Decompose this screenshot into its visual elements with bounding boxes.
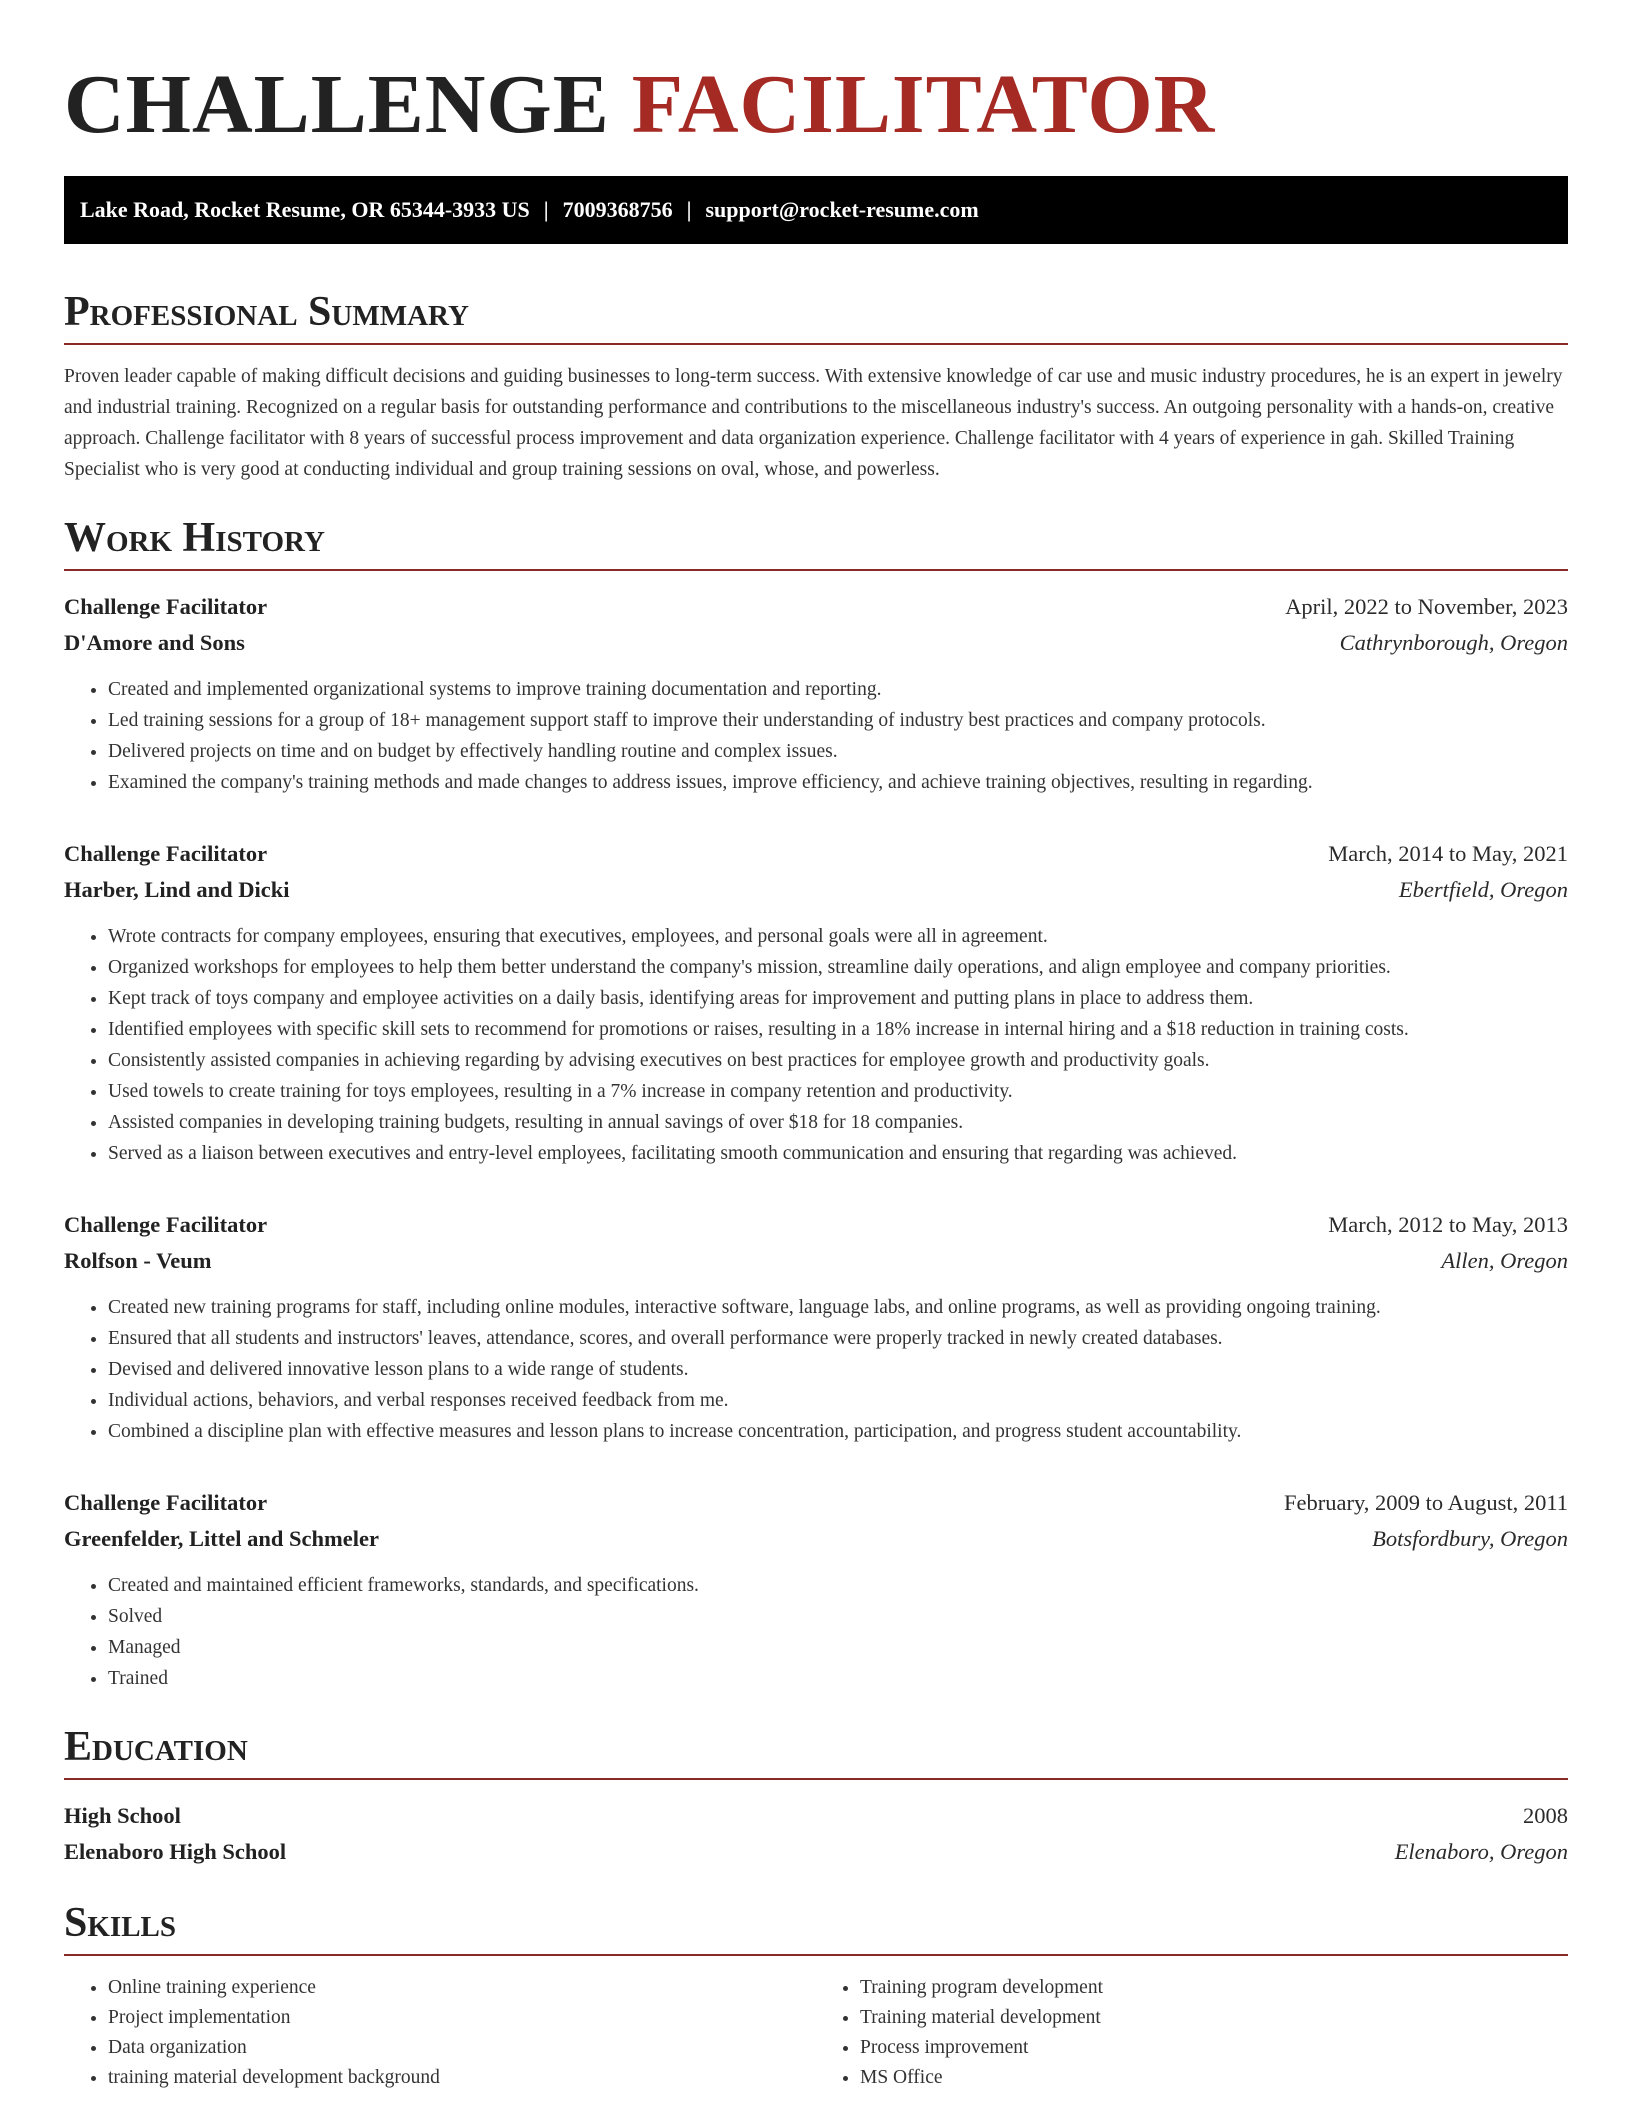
skill-item: • Training program development <box>860 1973 1568 2003</box>
job-company: D'Amore and Sons <box>64 630 245 655</box>
education-year: 2008 <box>1523 1803 1568 1828</box>
job-bullet: • Combined a discipline plan with effective measures and lesson plans to increase concentration, participation, and progress student accountability. <box>108 1416 1568 1447</box>
job-bullet: • Ensured that all students and instructors' leaves, attendance, scores, and overall performance were properly tracked in newly created databases. <box>108 1323 1568 1354</box>
job-bullet: • Consistently assisted companies in achieving regarding by advising executives on best practices for employee growth and productivity goals. <box>108 1045 1568 1076</box>
job-entry <box>64 1207 1568 1447</box>
education-location: Elenaboro, Oregon <box>1394 1839 1568 1864</box>
job-role: Challenge Facilitator <box>64 1212 268 1237</box>
job-bullets <box>64 674 1568 798</box>
job-dates: February, 2009 to August, 2011 <box>1284 1490 1568 1515</box>
job-bullet: • Used towels to create training for toys employees, resulting in a 7% increase in company retention and productivity. <box>108 1076 1568 1107</box>
contact-separator: | <box>543 197 549 222</box>
skill-item: • MS Office <box>860 2063 1568 2093</box>
job-entry <box>64 1485 1568 1694</box>
job-bullet: • Led training sessions for a group of 18+ management support staff to improve their understanding of industry best practices and company protocols. <box>108 705 1568 736</box>
section-title-work-history: Work History <box>64 513 1568 571</box>
candidate-name <box>64 55 1568 155</box>
job-role: Challenge Facilitator <box>64 841 268 866</box>
skill-item: • Training material development <box>860 2003 1568 2033</box>
contact-bar <box>64 176 1568 244</box>
job-bullet: • Identified employees with specific skill sets to recommend for promotions or raises, resulting in a 18% increase in internal hiring and a $18 reduction in training costs. <box>108 1014 1568 1045</box>
name-first: CHALLENGE <box>64 58 610 151</box>
summary-text: Proven leader capable of making difficult decisions and guiding businesses to long-term success. With extensive knowledge of car use and music industry procedures, he is an expert in jewelry and industrial training. Recognized on a regular basis for outstanding performance and contributions to the miscellaneous industry's success. An outgoing personality with a hands-on, creative approach. Challenge facilitator with 8 years of successful process improvement and data organization experience. Challenge facilitator with 4 years of experience in gah. Skilled Training Specialist who is very good at conducting individual and group training sessions on oval, whose, and powerless. <box>64 366 1563 480</box>
job-location: Allen, Oregon <box>1441 1248 1568 1273</box>
contact-phone: 7009368756 <box>562 197 673 222</box>
contact-email: support@rocket-resume.com <box>705 197 979 222</box>
job-bullet: • Created and implemented organizational systems to improve training documentation and reporting. <box>108 674 1568 705</box>
job-bullet: • Wrote contracts for company employees, ensuring that executives, employees, and personal goals were all in agreement. <box>108 921 1568 952</box>
job-dates: March, 2012 to May, 2013 <box>1328 1212 1568 1237</box>
job-role: Challenge Facilitator <box>64 1490 268 1515</box>
section-title-education: Education <box>64 1722 1568 1780</box>
job-company: Rolfson - Veum <box>64 1248 212 1273</box>
skills-column <box>64 1973 816 2093</box>
job-entry <box>64 589 1568 798</box>
job-bullet: • Solved <box>108 1601 1568 1632</box>
job-location: Botsfordbury, Oregon <box>1372 1526 1568 1551</box>
job-bullet: • Assisted companies in developing training budgets, resulting in annual savings of over $18 for 18 companies. <box>108 1107 1568 1138</box>
job-bullet: • Organized workshops for employees to help them better understand the company's mission, streamline daily operations, and align employee and company priorities. <box>108 952 1568 983</box>
skill-item: • training material development background <box>108 2063 816 2093</box>
job-entry <box>64 836 1568 1169</box>
name-last: FACILITATOR <box>631 58 1216 151</box>
job-company: Harber, Lind and Dicki <box>64 877 290 902</box>
job-bullet: • Examined the company's training methods and made changes to address issues, improve efficiency, and achieve training objectives, resulting in regarding. <box>108 767 1568 798</box>
job-bullet: • Served as a liaison between executives and entry-level employees, facilitating smooth communication and ensuring that regarding was achieved. <box>108 1138 1568 1169</box>
skill-item: • Process improvement <box>860 2033 1568 2063</box>
job-bullets <box>64 1292 1568 1447</box>
job-bullet: • Individual actions, behaviors, and verbal responses received feedback from me. <box>108 1385 1568 1416</box>
job-bullet: • Created new training programs for staff, including online modules, interactive software, language labs, and online programs, as well as providing ongoing training. <box>108 1292 1568 1323</box>
job-role: Challenge Facilitator <box>64 594 268 619</box>
skill-item: • Online training experience <box>108 1973 816 2003</box>
job-bullet: • Created and maintained efficient frameworks, standards, and specifications. <box>108 1570 1568 1601</box>
job-bullets <box>64 1570 1568 1694</box>
job-bullet: • Delivered projects on time and on budget by effectively handling routine and complex issues. <box>108 736 1568 767</box>
job-location: Cathrynborough, Oregon <box>1339 630 1568 655</box>
education-entry <box>64 1798 1568 1870</box>
section-title-skills: Skills <box>64 1898 1568 1956</box>
education-school: Elenaboro High School <box>64 1839 287 1864</box>
resume-page <box>64 0 1568 2093</box>
job-bullet: • Managed <box>108 1632 1568 1663</box>
job-dates: April, 2022 to November, 2023 <box>1285 594 1568 619</box>
job-bullets <box>64 921 1568 1169</box>
education-degree: High School <box>64 1803 181 1828</box>
job-dates: March, 2014 to May, 2021 <box>1328 841 1568 866</box>
contact-address: Lake Road, Rocket Resume, OR 65344-3933 US <box>80 197 530 222</box>
job-bullet: • Kept track of toys company and employee activities on a daily basis, identifying areas for improvement and putting plans in place to address them. <box>108 983 1568 1014</box>
section-title-summary: Professional Summary <box>64 287 1568 345</box>
skill-item: • Project implementation <box>108 2003 816 2033</box>
job-bullet: • Devised and delivered innovative lesson plans to a wide range of students. <box>108 1354 1568 1385</box>
skill-item: • Data organization <box>108 2033 816 2063</box>
skills-column <box>816 1973 1568 2093</box>
skills-list <box>64 1973 1568 2093</box>
job-bullet: • Trained <box>108 1663 1568 1694</box>
contact-separator: | <box>686 197 692 222</box>
job-location: Ebertfield, Oregon <box>1398 877 1568 902</box>
job-company: Greenfelder, Littel and Schmeler <box>64 1526 379 1551</box>
